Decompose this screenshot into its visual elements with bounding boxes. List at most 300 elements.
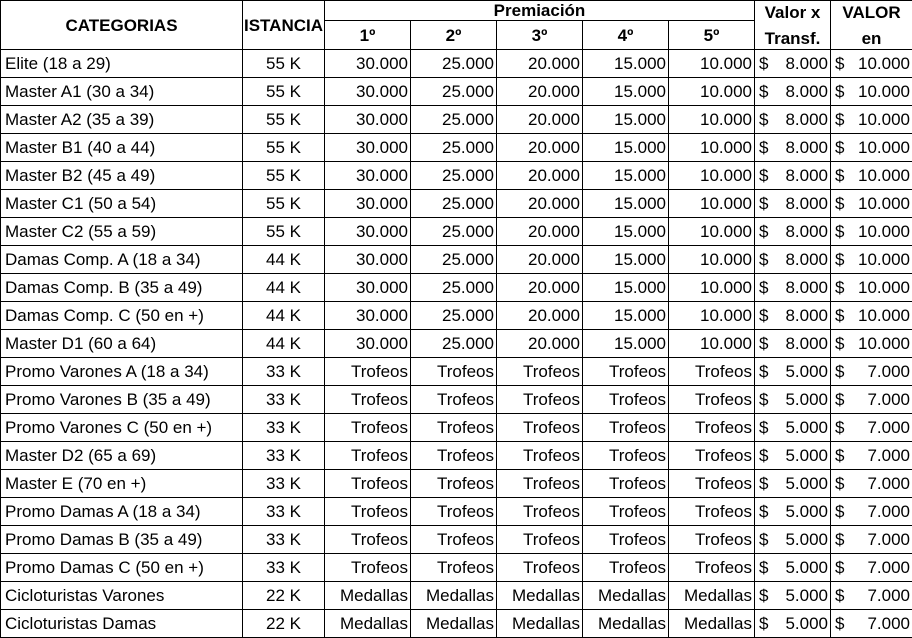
cell-categoria: Master B1 (40 a 44) <box>1 134 243 162</box>
cell-premio-5: Trofeos <box>669 442 755 470</box>
cell-premio-2: 25.000 <box>411 162 497 190</box>
amount-value: 7.000 <box>867 498 910 525</box>
amount-value: 8.000 <box>785 218 828 245</box>
cell-valor-en <box>831 330 912 358</box>
cell-distancia: 55 K <box>243 190 325 218</box>
amount-value: 7.000 <box>867 358 910 385</box>
cell-premio-1: Trofeos <box>325 526 411 554</box>
cell-valor-transf <box>755 302 831 330</box>
currency-symbol: $ <box>835 222 844 241</box>
cell-premio-4: Trofeos <box>583 442 669 470</box>
cell-valor-en <box>831 470 912 498</box>
cell-premio-4: Trofeos <box>583 414 669 442</box>
cell-valor-en <box>831 134 912 162</box>
header-distancia: ISTANCIA <box>243 1 325 50</box>
amount-value: 10.000 <box>858 190 910 217</box>
cell-premio-5: Medallas <box>669 610 755 638</box>
cell-premio-3: 20.000 <box>497 302 583 330</box>
cell-categoria: Elite (18 a 29) <box>1 50 243 78</box>
cell-valor-en <box>831 78 912 106</box>
cell-valor-en <box>831 50 912 78</box>
cell-premio-5: 10.000 <box>669 50 755 78</box>
currency-symbol: $ <box>759 166 768 185</box>
amount-value: 7.000 <box>867 526 910 553</box>
header-valor-en <box>831 1 912 50</box>
cell-premio-4: 15.000 <box>583 78 669 106</box>
amount-value: 8.000 <box>785 78 828 105</box>
cell-premio-1: Trofeos <box>325 386 411 414</box>
cell-premio-4: Trofeos <box>583 526 669 554</box>
cell-valor-transf <box>755 218 831 246</box>
cell-premio-3: 20.000 <box>497 106 583 134</box>
cell-premio-5: 10.000 <box>669 162 755 190</box>
cell-valor-en <box>831 498 912 526</box>
cell-premio-3: 20.000 <box>497 134 583 162</box>
cell-distancia: 44 K <box>243 246 325 274</box>
cell-premio-4: 15.000 <box>583 50 669 78</box>
amount-value: 7.000 <box>867 470 910 497</box>
cell-categoria: Cicloturistas Varones <box>1 582 243 610</box>
cell-premio-1: Trofeos <box>325 442 411 470</box>
cell-premio-4: 15.000 <box>583 134 669 162</box>
cell-premio-2: 25.000 <box>411 218 497 246</box>
amount-value: 5.000 <box>785 498 828 525</box>
cell-categoria: Master E (70 en +) <box>1 470 243 498</box>
cell-premio-5: Trofeos <box>669 554 755 582</box>
amount-value: 7.000 <box>867 610 910 637</box>
cell-premio-3: 20.000 <box>497 50 583 78</box>
cell-valor-transf <box>755 134 831 162</box>
currency-symbol: $ <box>835 306 844 325</box>
amount-value: 8.000 <box>785 274 828 301</box>
currency-symbol: $ <box>835 474 844 493</box>
cell-premio-3: Medallas <box>497 610 583 638</box>
cell-premio-4: 15.000 <box>583 246 669 274</box>
table-row <box>1 330 912 358</box>
cell-premio-2: Trofeos <box>411 386 497 414</box>
amount-value: 10.000 <box>858 162 910 189</box>
table-row <box>1 442 912 470</box>
table-row <box>1 414 912 442</box>
amount-value: 7.000 <box>867 554 910 581</box>
cell-distancia: 33 K <box>243 526 325 554</box>
amount-value: 10.000 <box>858 302 910 329</box>
cell-valor-transf <box>755 358 831 386</box>
table-row <box>1 274 912 302</box>
cell-distancia: 55 K <box>243 50 325 78</box>
cell-valor-en <box>831 582 912 610</box>
cell-premio-1: Trofeos <box>325 358 411 386</box>
cell-premio-2: 25.000 <box>411 302 497 330</box>
cell-valor-en <box>831 526 912 554</box>
currency-symbol: $ <box>759 362 768 381</box>
cell-premio-1: 30.000 <box>325 50 411 78</box>
cell-premio-3: 20.000 <box>497 246 583 274</box>
cell-premio-1: 30.000 <box>325 106 411 134</box>
cell-categoria: Promo Varones B (35 a 49) <box>1 386 243 414</box>
cell-premio-2: 25.000 <box>411 134 497 162</box>
amount-value: 10.000 <box>858 246 910 273</box>
cell-premio-5: 10.000 <box>669 78 755 106</box>
cell-categoria: Promo Damas A (18 a 34) <box>1 498 243 526</box>
cell-valor-transf <box>755 554 831 582</box>
currency-symbol: $ <box>759 334 768 353</box>
cell-premio-5: 10.000 <box>669 330 755 358</box>
table-row <box>1 302 912 330</box>
cell-categoria: Cicloturistas Damas <box>1 610 243 638</box>
amount-value: 5.000 <box>785 414 828 441</box>
table-row <box>1 470 912 498</box>
currency-symbol: $ <box>835 446 844 465</box>
amount-value: 8.000 <box>785 134 828 161</box>
cell-valor-transf <box>755 50 831 78</box>
currency-symbol: $ <box>835 334 844 353</box>
cell-valor-transf <box>755 274 831 302</box>
cell-distancia: 44 K <box>243 330 325 358</box>
table-row <box>1 498 912 526</box>
cell-premio-3: Medallas <box>497 582 583 610</box>
cell-distancia: 33 K <box>243 498 325 526</box>
currency-symbol: $ <box>835 250 844 269</box>
amount-value: 5.000 <box>785 582 828 609</box>
cell-premio-2: Trofeos <box>411 554 497 582</box>
amount-value: 5.000 <box>785 610 828 637</box>
cell-premio-4: 15.000 <box>583 190 669 218</box>
currency-symbol: $ <box>835 558 844 577</box>
cell-distancia: 33 K <box>243 470 325 498</box>
currency-symbol: $ <box>759 502 768 521</box>
cell-distancia: 33 K <box>243 358 325 386</box>
cell-premio-5: Trofeos <box>669 358 755 386</box>
cell-premio-3: 20.000 <box>497 78 583 106</box>
currency-symbol: $ <box>759 222 768 241</box>
cell-valor-transf <box>755 442 831 470</box>
cell-categoria: Damas Comp. A (18 a 34) <box>1 246 243 274</box>
currency-symbol: $ <box>835 530 844 549</box>
table-row <box>1 134 912 162</box>
cell-categoria: Promo Varones C (50 en +) <box>1 414 243 442</box>
cell-categoria: Master B2 (45 a 49) <box>1 162 243 190</box>
cell-premio-4: Trofeos <box>583 358 669 386</box>
header-valor-en-line1: VALOR <box>833 1 910 25</box>
header-categorias: CATEGORIAS <box>1 1 243 50</box>
currency-symbol: $ <box>835 390 844 409</box>
cell-premio-2: Trofeos <box>411 526 497 554</box>
amount-value: 8.000 <box>785 162 828 189</box>
cell-premio-5: 10.000 <box>669 190 755 218</box>
cell-valor-transf <box>755 246 831 274</box>
cell-distancia: 22 K <box>243 582 325 610</box>
cell-premio-4: 15.000 <box>583 330 669 358</box>
amount-value: 8.000 <box>785 106 828 133</box>
amount-value: 7.000 <box>867 442 910 469</box>
amount-value: 10.000 <box>858 106 910 133</box>
cell-premio-3: Trofeos <box>497 414 583 442</box>
amount-value: 8.000 <box>785 190 828 217</box>
cell-premio-3: Trofeos <box>497 526 583 554</box>
table-row <box>1 162 912 190</box>
amount-value: 8.000 <box>785 330 828 357</box>
cell-premio-1: 30.000 <box>325 134 411 162</box>
cell-premio-1: 30.000 <box>325 218 411 246</box>
cell-premio-4: 15.000 <box>583 162 669 190</box>
amount-value: 5.000 <box>785 358 828 385</box>
amount-value: 10.000 <box>858 218 910 245</box>
amount-value: 10.000 <box>858 134 910 161</box>
table-row <box>1 582 912 610</box>
table-row <box>1 554 912 582</box>
amount-value: 5.000 <box>785 386 828 413</box>
currency-symbol: $ <box>759 614 768 633</box>
currency-symbol: $ <box>759 418 768 437</box>
cell-categoria: Master A1 (30 a 34) <box>1 78 243 106</box>
amount-value: 10.000 <box>858 274 910 301</box>
cell-premio-2: Trofeos <box>411 358 497 386</box>
cell-premio-2: 25.000 <box>411 106 497 134</box>
table-row <box>1 50 912 78</box>
cell-premio-5: Trofeos <box>669 526 755 554</box>
cell-premio-2: 25.000 <box>411 78 497 106</box>
cell-premio-3: Trofeos <box>497 554 583 582</box>
cell-valor-en <box>831 386 912 414</box>
cell-premio-4: 15.000 <box>583 218 669 246</box>
cell-premio-2: 25.000 <box>411 190 497 218</box>
cell-valor-en <box>831 302 912 330</box>
cell-premio-4: 15.000 <box>583 106 669 134</box>
currency-symbol: $ <box>835 502 844 521</box>
header-place-5: 5º <box>669 21 755 50</box>
cell-premio-2: 25.000 <box>411 330 497 358</box>
cell-premio-4: 15.000 <box>583 274 669 302</box>
header-place-4: 4º <box>583 21 669 50</box>
table-row <box>1 218 912 246</box>
cell-valor-transf <box>755 610 831 638</box>
amount-value: 7.000 <box>867 386 910 413</box>
cell-premio-3: 20.000 <box>497 330 583 358</box>
amount-value: 8.000 <box>785 246 828 273</box>
table-row <box>1 106 912 134</box>
cell-categoria: Master D2 (65 a 69) <box>1 442 243 470</box>
header-place-1: 1º <box>325 21 411 50</box>
header-place-3: 3º <box>497 21 583 50</box>
currency-symbol: $ <box>759 82 768 101</box>
cell-premio-4: Trofeos <box>583 470 669 498</box>
cell-distancia: 33 K <box>243 442 325 470</box>
cell-valor-transf <box>755 78 831 106</box>
cell-premio-3: 20.000 <box>497 274 583 302</box>
cell-premio-1: Trofeos <box>325 470 411 498</box>
cell-valor-transf <box>755 330 831 358</box>
table-body <box>1 50 912 638</box>
cell-premio-1: Trofeos <box>325 554 411 582</box>
cell-distancia: 55 K <box>243 134 325 162</box>
cell-premio-1: Trofeos <box>325 414 411 442</box>
table-row <box>1 386 912 414</box>
currency-symbol: $ <box>835 110 844 129</box>
cell-premio-4: 15.000 <box>583 302 669 330</box>
cell-valor-transf <box>755 470 831 498</box>
cell-premio-5: Medallas <box>669 582 755 610</box>
amount-value: 5.000 <box>785 470 828 497</box>
cell-premio-2: 25.000 <box>411 50 497 78</box>
amount-value: 7.000 <box>867 414 910 441</box>
currency-symbol: $ <box>835 418 844 437</box>
cell-premio-1: 30.000 <box>325 246 411 274</box>
cell-premio-5: Trofeos <box>669 498 755 526</box>
amount-value: 10.000 <box>858 50 910 77</box>
cell-premio-1: 30.000 <box>325 190 411 218</box>
cell-premio-3: Trofeos <box>497 358 583 386</box>
currency-symbol: $ <box>835 194 844 213</box>
header-valor-transf-line1: Valor x <box>757 1 828 25</box>
cell-premio-2: Medallas <box>411 610 497 638</box>
currency-symbol: $ <box>759 446 768 465</box>
cell-valor-transf <box>755 106 831 134</box>
currency-symbol: $ <box>835 278 844 297</box>
cell-premio-2: Trofeos <box>411 470 497 498</box>
table-row <box>1 358 912 386</box>
amount-value: 8.000 <box>785 50 828 77</box>
cell-valor-en <box>831 106 912 134</box>
table-row <box>1 78 912 106</box>
currency-symbol: $ <box>759 474 768 493</box>
currency-symbol: $ <box>759 586 768 605</box>
cell-valor-en <box>831 554 912 582</box>
cell-categoria: Master A2 (35 a 39) <box>1 106 243 134</box>
cell-valor-transf <box>755 162 831 190</box>
cell-premio-1: Trofeos <box>325 498 411 526</box>
cell-premio-4: Medallas <box>583 610 669 638</box>
amount-value: 10.000 <box>858 78 910 105</box>
cell-premio-1: Medallas <box>325 610 411 638</box>
cell-categoria: Master D1 (60 a 64) <box>1 330 243 358</box>
header-place-2: 2º <box>411 21 497 50</box>
cell-valor-en <box>831 358 912 386</box>
cell-premio-3: Trofeos <box>497 470 583 498</box>
currency-symbol: $ <box>759 390 768 409</box>
cell-distancia: 44 K <box>243 274 325 302</box>
cell-valor-en <box>831 162 912 190</box>
table-header <box>1 1 912 50</box>
currency-symbol: $ <box>835 54 844 73</box>
table-row <box>1 610 912 638</box>
table-row <box>1 190 912 218</box>
currency-symbol: $ <box>759 250 768 269</box>
cell-premio-5: 10.000 <box>669 106 755 134</box>
cell-premio-5: 10.000 <box>669 134 755 162</box>
cell-valor-en <box>831 190 912 218</box>
amount-value: 7.000 <box>867 582 910 609</box>
cell-premio-4: Trofeos <box>583 554 669 582</box>
cell-distancia: 44 K <box>243 302 325 330</box>
cell-premio-1: 30.000 <box>325 274 411 302</box>
currency-symbol: $ <box>835 586 844 605</box>
cell-categoria: Promo Varones A (18 a 34) <box>1 358 243 386</box>
cell-categoria: Damas Comp. C (50 en +) <box>1 302 243 330</box>
cell-premio-3: 20.000 <box>497 190 583 218</box>
cell-categoria: Master C1 (50 a 54) <box>1 190 243 218</box>
amount-value: 5.000 <box>785 526 828 553</box>
cell-categoria: Promo Damas B (35 a 49) <box>1 526 243 554</box>
header-premiacion: Premiación <box>325 1 755 21</box>
cell-premio-2: 25.000 <box>411 246 497 274</box>
cell-premio-2: Medallas <box>411 582 497 610</box>
cell-premio-5: Trofeos <box>669 386 755 414</box>
cell-premio-3: Trofeos <box>497 442 583 470</box>
currency-symbol: $ <box>759 110 768 129</box>
cell-categoria: Promo Damas C (50 en +) <box>1 554 243 582</box>
cell-valor-transf <box>755 498 831 526</box>
amount-value: 8.000 <box>785 302 828 329</box>
amount-value: 5.000 <box>785 442 828 469</box>
currency-symbol: $ <box>759 306 768 325</box>
cell-premio-5: 10.000 <box>669 302 755 330</box>
cell-valor-en <box>831 246 912 274</box>
cell-premio-4: Trofeos <box>583 498 669 526</box>
currency-symbol: $ <box>759 278 768 297</box>
cell-valor-en <box>831 442 912 470</box>
cell-premio-3: 20.000 <box>497 218 583 246</box>
cell-premio-1: 30.000 <box>325 330 411 358</box>
cell-distancia: 55 K <box>243 78 325 106</box>
cell-distancia: 55 K <box>243 106 325 134</box>
cell-premio-1: 30.000 <box>325 302 411 330</box>
cell-valor-transf <box>755 414 831 442</box>
cell-distancia: 55 K <box>243 218 325 246</box>
cell-categoria: Master C2 (55 a 59) <box>1 218 243 246</box>
cell-distancia: 55 K <box>243 162 325 190</box>
cell-premio-2: Trofeos <box>411 498 497 526</box>
currency-symbol: $ <box>835 166 844 185</box>
currency-symbol: $ <box>759 194 768 213</box>
cell-premio-5: Trofeos <box>669 470 755 498</box>
cell-valor-en <box>831 414 912 442</box>
cell-premio-3: 20.000 <box>497 162 583 190</box>
cell-valor-en <box>831 610 912 638</box>
amount-value: 5.000 <box>785 554 828 581</box>
cell-distancia: 33 K <box>243 554 325 582</box>
cell-valor-transf <box>755 190 831 218</box>
cell-premio-5: Trofeos <box>669 414 755 442</box>
currency-symbol: $ <box>759 558 768 577</box>
cell-premio-2: 25.000 <box>411 274 497 302</box>
header-valor-transf-line2: Transf. <box>757 25 828 49</box>
cell-categoria: Damas Comp. B (35 a 49) <box>1 274 243 302</box>
currency-symbol: $ <box>835 614 844 633</box>
cell-premio-1: Medallas <box>325 582 411 610</box>
currency-symbol: $ <box>835 362 844 381</box>
cell-valor-transf <box>755 386 831 414</box>
header-valor-transf <box>755 1 831 50</box>
currency-symbol: $ <box>759 54 768 73</box>
cell-valor-en <box>831 218 912 246</box>
currency-symbol: $ <box>835 82 844 101</box>
cell-premio-5: 10.000 <box>669 218 755 246</box>
header-valor-en-line2: en <box>833 25 910 49</box>
cell-premio-3: Trofeos <box>497 498 583 526</box>
cell-premio-4: Trofeos <box>583 386 669 414</box>
cell-premio-1: 30.000 <box>325 78 411 106</box>
cell-distancia: 33 K <box>243 386 325 414</box>
table-row <box>1 526 912 554</box>
cell-distancia: 33 K <box>243 414 325 442</box>
cell-premio-1: 30.000 <box>325 162 411 190</box>
currency-symbol: $ <box>835 138 844 157</box>
cell-premio-5: 10.000 <box>669 274 755 302</box>
cell-valor-transf <box>755 526 831 554</box>
table-row <box>1 246 912 274</box>
cell-premio-5: 10.000 <box>669 246 755 274</box>
